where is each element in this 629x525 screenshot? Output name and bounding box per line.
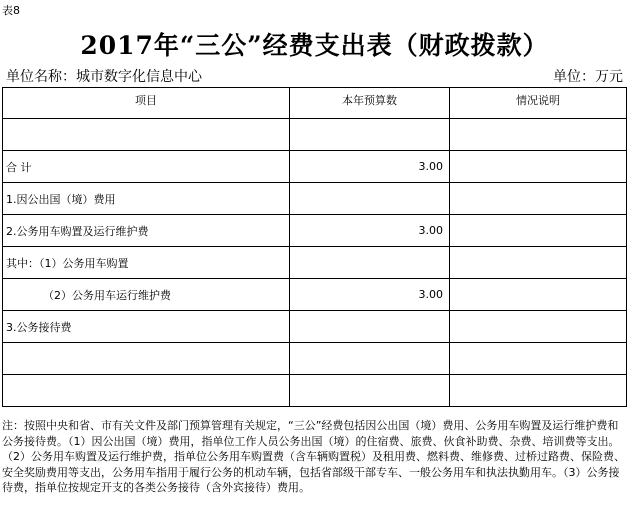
table-row: [3, 247, 627, 279]
row-item: [3, 375, 290, 407]
row-note: [450, 119, 627, 151]
table-row: [3, 375, 627, 407]
table-row: [3, 343, 627, 375]
header-budget: 本年预算数: [290, 88, 450, 119]
header-item: 项目: [3, 88, 290, 119]
footnote: 注：按照中央和省、市有关文件及部门预算管理有关规定，“三公”经费包括因公出国（境）费用、公务用车购置及运行维护费和公务接待费。（1）因公出国（境）费用，指单位工作人员公务出国（境）的住宿费、旅费、伙食补助费、杂费、培训费等支出。（2）公务用车购置及运行维护费，指单位公务用车购置费（含车辆购置税）及租用费、燃料费、维修费、过桥过路费、保险费、安全奖励费用等支出，公务用车指用于履行公务的机动车辆，包括省部级干部专车、一般公务用车和执法执勤用车。（3）公务接待费，指单位按规定开支的各类公务接待（含外宾接待）费用。: [2, 419, 625, 495]
row-note: [450, 183, 627, 215]
row-note: [450, 375, 627, 407]
page-title: 2017年“三公”经费支出表（财政拨款）: [80, 31, 549, 60]
unit-name: 单位名称：城市数字化信息中心: [6, 69, 202, 85]
row-item: （2）公务用车运行维护费: [3, 279, 290, 311]
table-row: [3, 183, 627, 215]
row-item: 1.因公出国（境）费用: [3, 183, 290, 215]
row-budget: 3.00: [290, 215, 450, 247]
row-budget: [290, 183, 450, 215]
row-item: 其中：（1）公务用车购置: [3, 247, 290, 279]
row-note: [450, 247, 627, 279]
table-row: [3, 279, 627, 311]
expense-table: [2, 87, 627, 407]
row-budget: 3.00: [290, 151, 450, 183]
table-header-row: [3, 88, 627, 119]
table-row: [3, 311, 627, 343]
row-budget: [290, 343, 450, 375]
row-note: [450, 279, 627, 311]
row-budget: [290, 119, 450, 151]
table-row: [3, 119, 627, 151]
header-note: 情况说明: [450, 88, 627, 119]
row-item: 2.公务用车购置及运行维护费: [3, 215, 290, 247]
row-item: [3, 343, 290, 375]
row-budget: [290, 375, 450, 407]
table-row: [3, 215, 627, 247]
row-note: [450, 311, 627, 343]
row-item: [3, 119, 290, 151]
row-note: [450, 215, 627, 247]
unit-currency: 单位：万元: [553, 69, 623, 85]
row-item: 3.公务接待费: [3, 311, 290, 343]
row-budget: [290, 247, 450, 279]
row-budget: 3.00: [290, 279, 450, 311]
sheet-label: 表8: [2, 4, 20, 17]
row-item: 合 计: [3, 151, 290, 183]
row-note: [450, 343, 627, 375]
row-budget: [290, 311, 450, 343]
table-row: [3, 151, 627, 183]
row-note: [450, 151, 627, 183]
unit-info-row: [0, 66, 626, 86]
